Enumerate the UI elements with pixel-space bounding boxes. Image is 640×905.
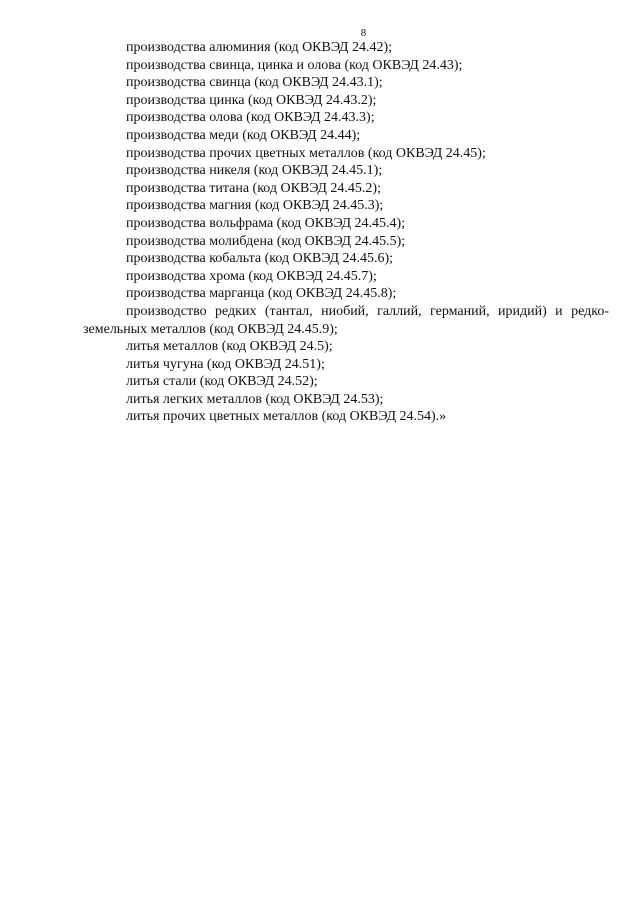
list-item-iron-casting: литья чугуна (код ОКВЭД 24.51);	[126, 356, 325, 372]
list-item-molybdenum: производства молибдена (код ОКВЭД 24.45.5);	[126, 233, 406, 249]
list-item-steel-casting: литья стали (код ОКВЭД 24.52);	[126, 374, 318, 390]
list-item-cobalt: производства кобальта (код ОКВЭД 24.45.6);	[126, 251, 394, 267]
list-item-tin: производства олова (код ОКВЭД 24.43.3);	[126, 110, 375, 126]
document-body	[83, 39, 609, 426]
list-item-other-nonferrous-casting: литья прочих цветных металлов (код ОКВЭД 24.54).»	[126, 409, 447, 425]
list-item-chromium: производства хрома (код ОКВЭД 24.45.7);	[126, 268, 377, 284]
list-item-metal-casting: литья металлов (код ОКВЭД 24.5);	[126, 339, 333, 355]
list-item-copper: производства меди (код ОКВЭД 24.44);	[126, 127, 361, 143]
list-item-nickel: производства никеля (код ОКВЭД 24.45.1);	[126, 163, 383, 179]
list-item-lead: производства свинца (код ОКВЭД 24.43.1);	[126, 75, 383, 91]
list-item-manganese: производства марганца (код ОКВЭД 24.45.8);	[126, 286, 397, 302]
list-item-aluminium: производства алюминия (код ОКВЭД 24.42);	[126, 40, 393, 55]
list-item-rare-earth: производство редких (тантал, ниобий, галлий, германий, иридий) и редко-земельных металлов (код ОКВЭД 24.45.9);	[83, 303, 609, 337]
list-item-lead-zinc-tin: производства свинца, цинка и олова (код ОКВЭД 24.43);	[126, 57, 463, 73]
list-item-zinc: производства цинка (код ОКВЭД 24.43.2);	[126, 92, 377, 108]
list-item-titanium: производства титана (код ОКВЭД 24.45.2);	[126, 180, 381, 196]
list-item-magnesium: производства магния (код ОКВЭД 24.45.3);	[126, 198, 384, 214]
list-item-light-metal-casting: литья легких металлов (код ОКВЭД 24.53);	[126, 391, 384, 407]
list-item-other-nonferrous: производства прочих цветных металлов (код ОКВЭД 24.45);	[126, 145, 486, 161]
list-item-tungsten: производства вольфрама (код ОКВЭД 24.45.4);	[126, 215, 406, 231]
page-number: 8	[360, 27, 367, 39]
